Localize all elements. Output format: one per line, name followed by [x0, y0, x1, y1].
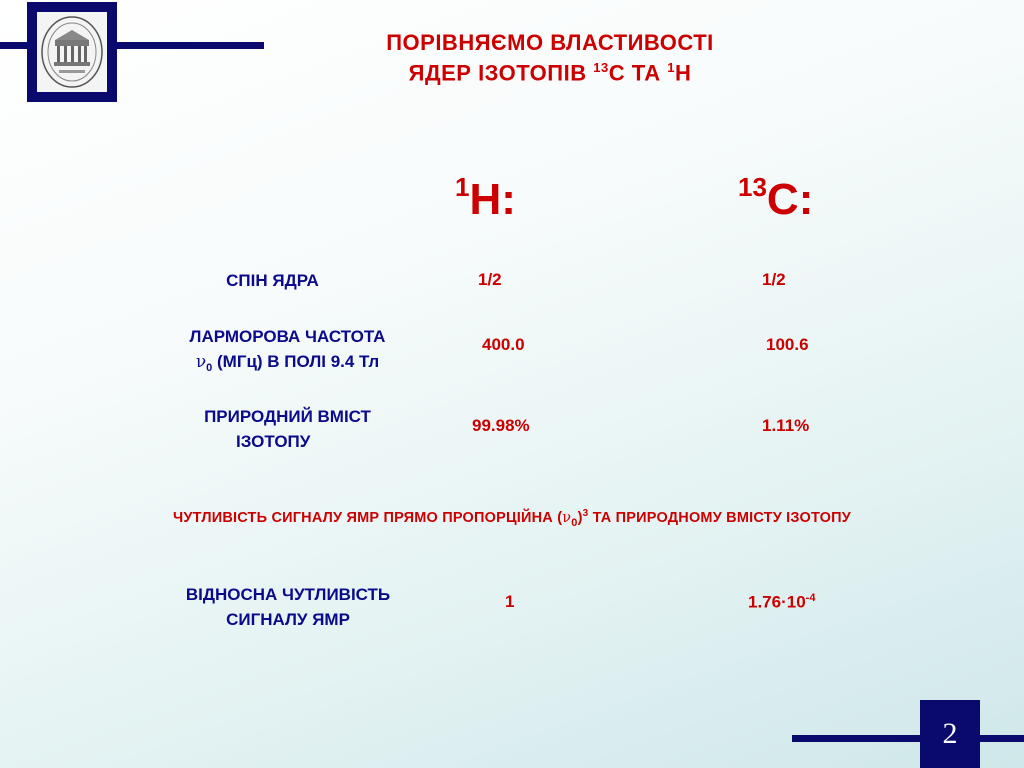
sensitivity-c-exponent: -4: [805, 592, 816, 604]
bottom-left-bar: [792, 735, 920, 742]
note-nu-subscript: 0: [571, 516, 578, 529]
abundance-label: [160, 404, 415, 454]
abundance-label-line1: ПРИРОДНИЙ ВМІСТ: [204, 407, 371, 426]
nu-symbol: ν: [195, 352, 207, 372]
larmor-label-line2: [140, 349, 435, 381]
page-number: 2: [920, 700, 980, 768]
sensitivity-c-value: [748, 592, 815, 613]
bottom-right-bar: [980, 735, 1024, 742]
larmor-h-value: 400.0: [482, 335, 525, 354]
larmor-unit-field: (МГц) В ПОЛІ 9.4 Тл: [212, 352, 380, 371]
spin-label: СПІН ЯДРА: [226, 271, 319, 290]
abundance-label-line2: ІЗОТОПУ: [236, 432, 311, 451]
slide-title-line1: ПОРІВНЯЄМО ВЛАСТИВОСТІ: [386, 30, 714, 55]
larmor-c-value: 100.6: [766, 335, 809, 354]
title-c-superscript: 13: [593, 60, 609, 75]
h-mass-number: 1: [455, 172, 470, 202]
title-h: Н: [674, 60, 692, 86]
note-part2: ): [577, 509, 583, 526]
title-prefix: ЯДЕР ІЗОТОПІВ: [408, 60, 594, 86]
sensitivity-c-base: 1.76·10: [748, 592, 806, 612]
university-logo: [27, 2, 117, 102]
slide-title-line2: [300, 60, 800, 86]
sensitivity-label-line1: ВІДНОСНА ЧУТЛИВІСТЬ: [185, 585, 391, 604]
abundance-c-value: 1.11%: [762, 416, 810, 435]
sensitivity-note: [0, 508, 1024, 529]
larmor-label-line1: ЛАРМОРОВА ЧАСТОТА: [189, 327, 386, 346]
title-c: С ТА: [608, 60, 668, 86]
note-part1: ЧУТЛИВІСТЬ СИГНАЛУ ЯМР ПРЯМО ПРОПОРЦІЙНА (: [173, 509, 563, 526]
note-part3: ТА ПРИРОДНОМУ ВМІСТУ ІЗОТОПУ: [588, 509, 851, 526]
spin-h-value: 1/2: [478, 270, 502, 289]
nu-subscript: 0: [206, 362, 213, 374]
c-symbol: С:: [766, 175, 814, 224]
sensitivity-h-value: 1: [505, 592, 515, 611]
c-mass-number: 13: [738, 172, 767, 202]
sensitivity-label: [140, 582, 436, 632]
column-heading-c: [738, 172, 814, 225]
column-heading-h: [455, 172, 516, 225]
note-nu-symbol: ν: [562, 509, 572, 526]
larmor-label: [140, 324, 435, 381]
title-h-superscript: 1: [667, 60, 675, 75]
spin-c-value: 1/2: [762, 270, 786, 289]
h-symbol: Н:: [469, 175, 516, 224]
note-power: 3: [582, 508, 589, 519]
abundance-h-value: 99.98%: [472, 416, 530, 435]
top-left-bar: [0, 42, 27, 49]
logo-image: [37, 12, 107, 92]
top-right-bar: [117, 42, 264, 49]
sensitivity-label-line2: СИГНАЛУ ЯМР: [226, 610, 350, 629]
